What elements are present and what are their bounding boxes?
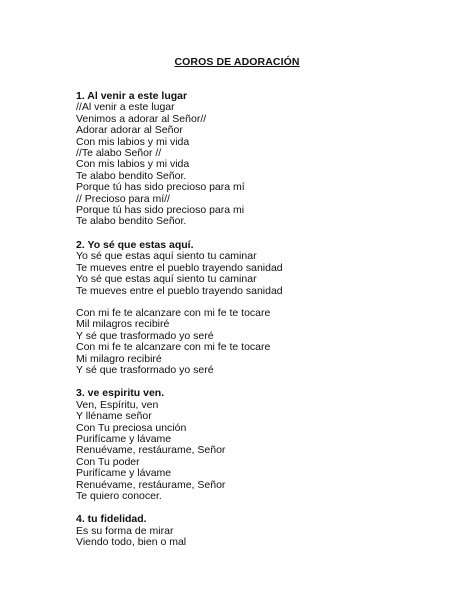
lyric-line: Con Tu preciosa unción: [76, 421, 187, 434]
lyric-line: Renuévame, restáurame, Señor: [76, 478, 226, 491]
lyric-line: Te mueves entre el pueblo trayendo sanidad: [76, 284, 283, 297]
lyric-line: Y lléname señor: [76, 410, 152, 423]
lyric-line: //Te alabo Señor //: [76, 147, 162, 160]
song-stanza: [76, 308, 436, 376]
lyric-line: Con mi fe te alcanzare con mi fe te tocare: [76, 341, 271, 354]
lyric-line: Mi milagro recibiré: [76, 352, 162, 365]
song-title: 2. Yo sé que estas aquí.: [76, 238, 194, 251]
song-title: 4. tu fidelidad.: [76, 513, 147, 526]
lyric-line: Ven, Espíritu, ven: [76, 398, 159, 411]
lyric-line: Con mis labios y mi vida: [76, 135, 190, 148]
lyric-line: Con mi fe te alcanzare con mi fe te tocare: [76, 306, 271, 319]
song-stanza: [76, 102, 436, 227]
lyric-line: // Precioso para mí//: [76, 192, 170, 205]
lyric-line: Es su forma de mirar: [76, 524, 174, 537]
song-section: [76, 514, 436, 548]
song-section: [76, 388, 436, 502]
lyric-line: Purifícame y lávame: [76, 432, 172, 445]
lyric-line: Venimos a adorar al Señor//: [76, 112, 207, 125]
lyric-line: Y sé que trasformado yo seré: [76, 329, 214, 342]
lyric-line: Renuévame, restáurame, Señor: [76, 444, 226, 457]
lyric-line: Te alabo bendito Señor.: [76, 215, 187, 228]
song-stanza: [76, 526, 436, 549]
songs-list: [76, 91, 436, 561]
song-stanza: [76, 251, 436, 297]
song-section: [76, 240, 436, 376]
document-title: COROS DE ADORACIÓN: [174, 56, 300, 68]
song-stanza: [76, 400, 436, 503]
lyric-line: Porque tú has sido precioso para mí: [76, 181, 245, 194]
lyric-line: Adorar adorar al Señor: [76, 124, 183, 137]
lyric-line: Yo sé que estas aquí siento tu caminar: [76, 273, 257, 286]
lyric-line: Mil milagros recibiré: [76, 318, 170, 331]
lyric-line: Viendo todo, bien o mal: [76, 536, 187, 549]
lyric-line: //Al venir a este lugar: [76, 101, 175, 114]
lyric-line: Con mis labios y mi vida: [76, 158, 190, 171]
lyric-line: Con Tu poder: [76, 455, 140, 468]
song-title: 3. ve espiritu ven.: [76, 387, 165, 400]
lyric-line: Y sé que trasformado yo seré: [76, 363, 214, 376]
lyric-line: Purifícame y lávame: [76, 467, 172, 480]
lyric-line: Porque tú has sido precioso para mi: [76, 204, 245, 217]
song-title: 1. Al venir a este lugar: [76, 90, 188, 102]
song-section: [76, 91, 436, 228]
lyric-line: Te mueves entre el pueblo trayendo sanidad: [76, 261, 283, 274]
lyric-line: Te alabo bendito Señor.: [76, 169, 187, 182]
lyric-line: Te quiero conocer.: [76, 490, 162, 502]
lyric-line: Yo sé que estas aquí siento tu caminar: [76, 250, 257, 263]
